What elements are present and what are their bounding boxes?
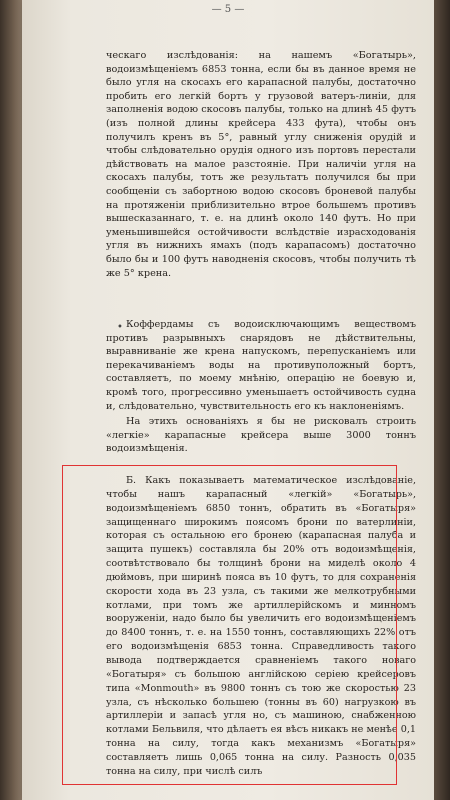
book-spine-shadow xyxy=(0,0,22,800)
margin-dot: • xyxy=(117,322,123,333)
page-number: — 5 — xyxy=(211,4,245,15)
paragraph-3: На этихъ основаніяхъ я бы не рисковалъ строить «легкіе» карапасные крейсера выше 3000 тоннъ водоизмѣщенія. xyxy=(106,416,416,455)
book-edge-shadow xyxy=(434,0,450,800)
paragraph-1: ческаго изслѣдованія: на нашемъ «Богатырь», водоизмѣщеніемъ 6853 тонна, если бы въ данное время не было угля на скосахъ его карапасной палубы, достаточно пробить его легкій бортъ у грузовой ватеръ-линіи, для заполненія водою скосовъ палубы, только на длинѣ 45 футъ (изъ полной длины крейсера 433 фута), чтобы онъ получилъ кренъ въ 5°, равный углу сниженія орудій и чтобы слѣдовательно орудія одного изъ портовъ перестали дѣйствовать на малое разстояніе. При наличіи угля на скосахъ палубы, тотъ же результатъ получился бы при сообщеніи съ забортною водою скосовъ броневой палубы на протяженіи приблизительно втрое большемъ противъ вышесказаннаго, т. е. на длинѣ около 140 футъ. Но при уменьшившейся остойчивости вслѣдствіе израсходованія угля въ нижнихъ ямахъ (подъ карапасомъ) достаточно было бы и 100 футъ наводненія скосовъ, чтобы получить тѣ же 5° крена. xyxy=(106,50,416,279)
highlight-box xyxy=(62,465,397,785)
paragraph-4-highlighted: Б. Какъ показываетъ математическое изслѣдованіе, чтобы нашъ карапасный «легкій» «Богатырь», водоизмѣщеніемъ 6850 тоннъ, обратить въ «Богатыря» защищеннаго широкимъ поясомъ брони по ватерлиніи, которая съ остальною его бронею (карапасная палуба и защита пушекъ) составляла бы 20% отъ водоизмѣщенія, соотвѣтствовало бы толщинѣ брони на миделѣ около 4 дюймовъ, при ширинѣ пояса въ 10 футъ, то для сохраненія скорости хода въ 23 узла, съ такими же мелкотрубными котлами, при томъ же артиллерійскомъ и минномъ вооруженіи, надо было бы увеличить его водоизмѣщеніемъ до 8400 тоннъ, т. е. на 1550 тоннъ, составляющихъ 22% отъ его водоизмѣщенія 6853 тонна. Справедливость такого вывода подтверждается сравненіемъ такого новаго «Богатыря» съ большою англійскою серіею крейсеровъ типа «Monmouth» въ 9800 тоннъ съ тою же скоростью 23 узла, съ нѣсколько большею (тонны въ 60) нагрузкою въ артиллеріи и запасѣ угля но, съ машиною, снабженною котлами Бельвиля, что дѣлаетъ ея вѣсъ никакъ не менѣе 0,1 тонна на силу, тогда какъ механизмъ «Богатыря» составляетъ лишь 0,065 тонна на силу. Разность 0,035 тонна на силу, при числѣ силъ xyxy=(106,475,416,777)
paragraph-2: Коффердамы съ водоисключающимъ веществомъ противъ разрывныхъ снарядовъ не дѣйствительны, выравниваніе же крена напускомъ, перепусканіемъ или перекачиваніемъ воды на противуположный бортъ, составляетъ, по моему мнѣнію, операцію не боевую и, кромѣ того, прогрессивно уменьшаетъ остойчивость судна и, слѣдовательно, чувствительность его къ наклоненіямъ. xyxy=(106,319,416,412)
